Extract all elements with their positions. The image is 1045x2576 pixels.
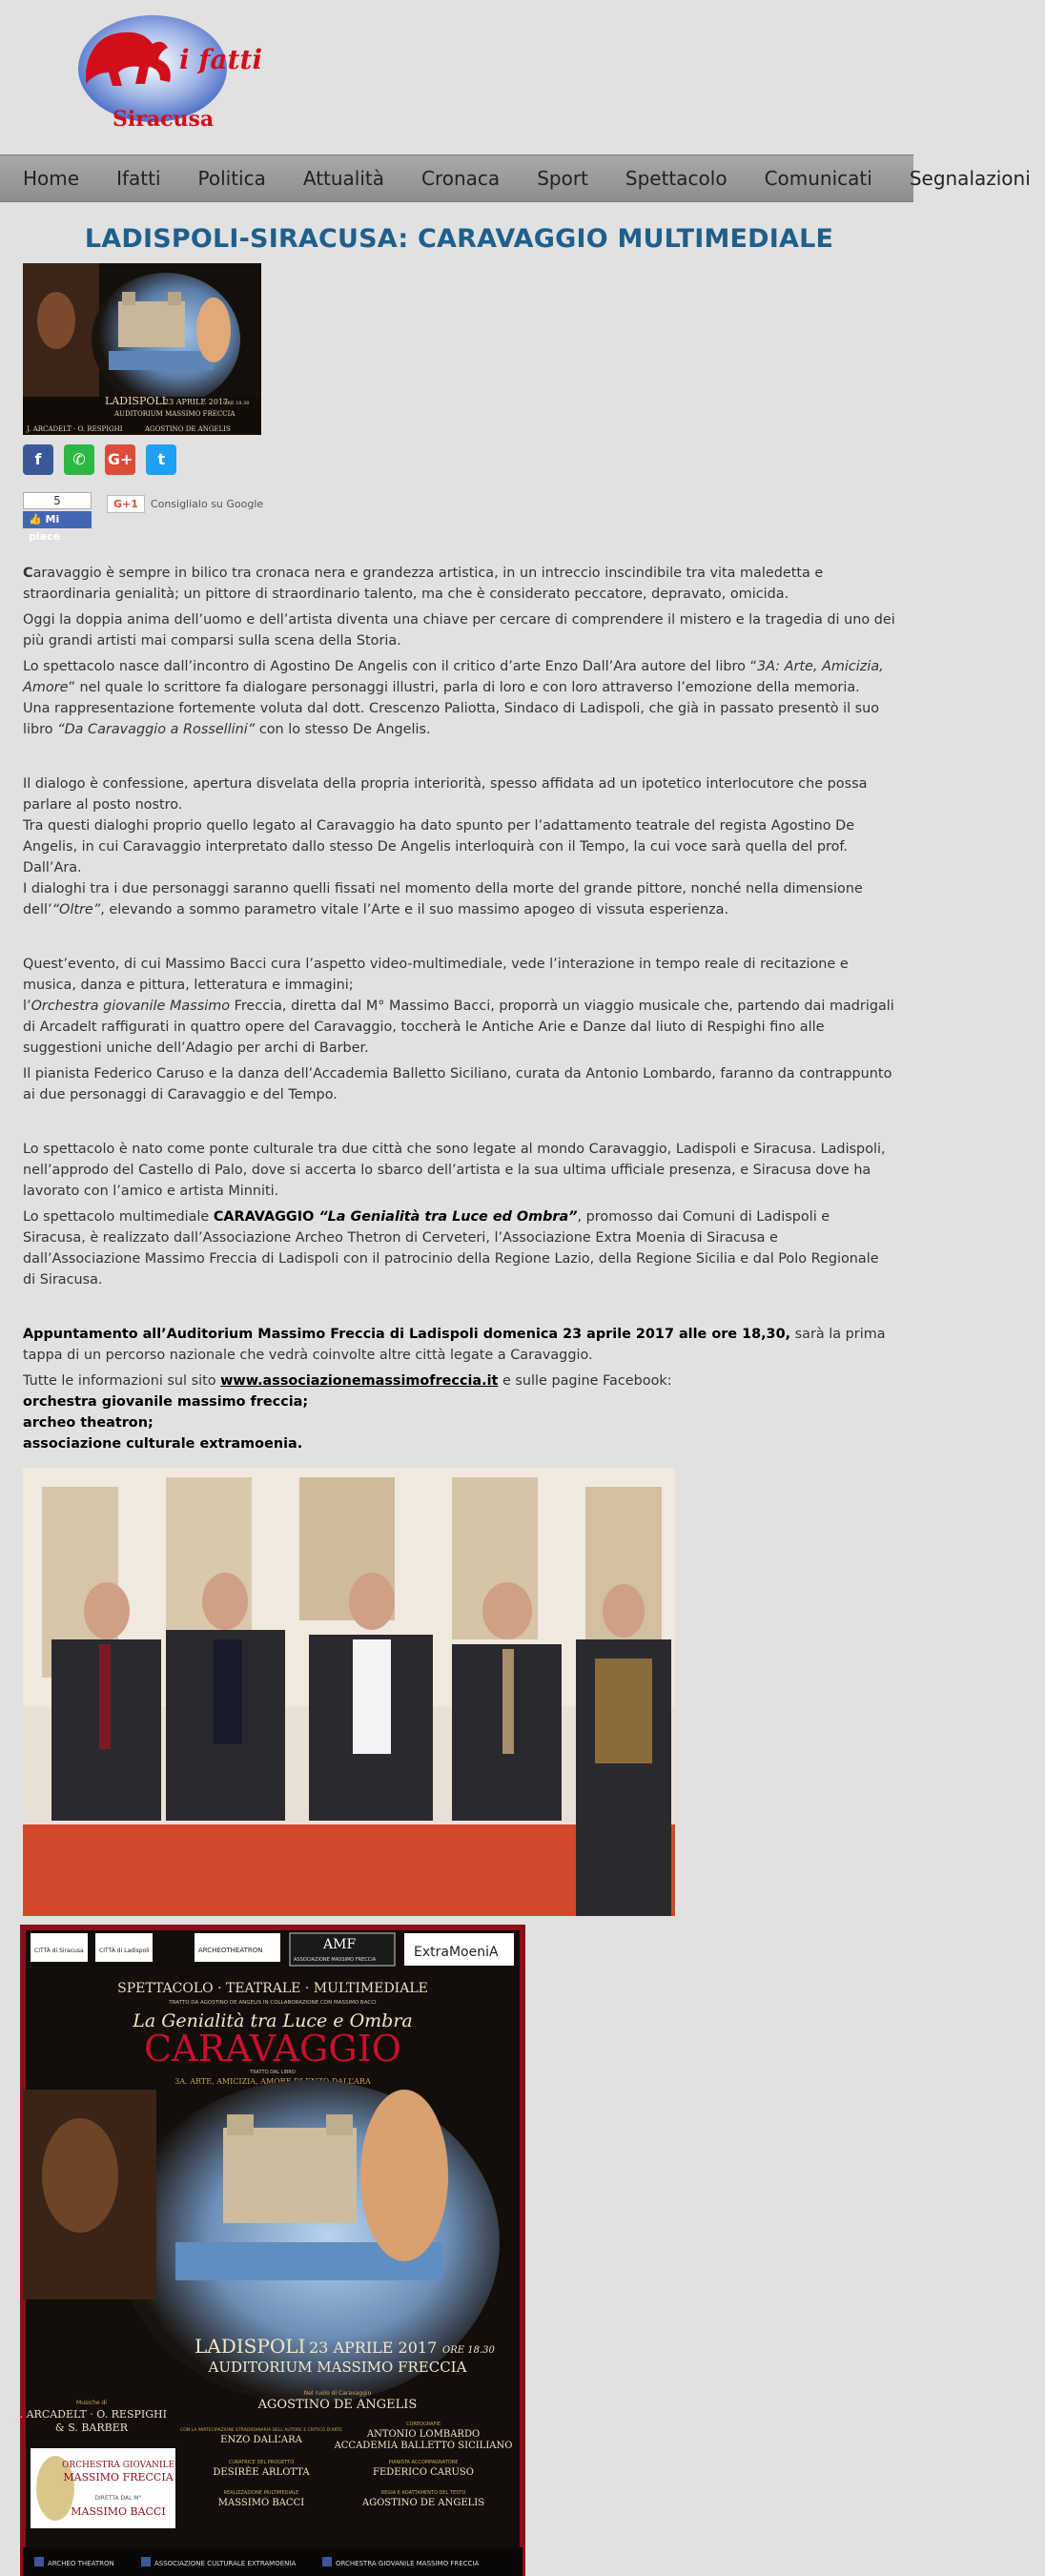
poster-video-label: REALIZZAZIONE MULTIMEDIALE bbox=[223, 2490, 299, 2496]
poster-ideazione: DESIRÈE ARLOTTA bbox=[213, 2467, 310, 2478]
paragraph bbox=[23, 1370, 895, 1454]
sponsor-amf: AMF bbox=[323, 1937, 357, 1952]
book-title: 3A: Arte, Amicizia, Amore bbox=[23, 659, 884, 695]
facebook-page-name: associazione culturale extramoenia. bbox=[23, 1436, 303, 1452]
paragraph-text: con lo stesso De Angelis. bbox=[255, 722, 431, 737]
share-bar bbox=[23, 444, 895, 477]
poster-footer-3: ORCHESTRA GIOVANILE MASSIMO FRECCIA bbox=[336, 2560, 480, 2567]
paragraph bbox=[23, 954, 895, 1059]
poster-coreografie-label: COREOGRAFIE bbox=[405, 2421, 441, 2427]
nav-sport[interactable]: Sport bbox=[537, 167, 588, 190]
group-photo[interactable] bbox=[23, 1468, 675, 1916]
gplus-one-button[interactable]: G+1 bbox=[107, 495, 145, 513]
googleplus-share-button[interactable] bbox=[105, 444, 135, 475]
whatsapp-icon: ✆ bbox=[72, 450, 86, 468]
poster-regia-label: REGIA E ADATTAMENTO DEL TESTO bbox=[380, 2490, 466, 2496]
paragraph-text: Lo spettacolo multimediale bbox=[23, 1209, 214, 1225]
twitter-share-button[interactable] bbox=[146, 444, 176, 475]
nav-attualita[interactable]: Attualità bbox=[302, 167, 385, 190]
logo-brand-text: i fatti bbox=[179, 44, 263, 75]
paragraph-text: I dialoghi tra i due personaggi saranno quelli fissati nel momento della morte del grande pittore, nonché nella dimensione dell’ bbox=[23, 881, 863, 917]
poster-time: ORE 18.30 bbox=[442, 2345, 495, 2356]
hero-director: AGOSTINO DE ANGELIS bbox=[145, 425, 231, 433]
main-nav bbox=[0, 155, 1031, 202]
poster-regia: AGOSTINO DE ANGELIS bbox=[361, 2498, 485, 2508]
nav-politica[interactable]: Politica bbox=[197, 167, 266, 190]
paragraph-text: Tutte le informazioni sul sito bbox=[23, 1373, 221, 1389]
facebook-icon bbox=[322, 2557, 332, 2566]
paragraph-text: Tra questi dialoghi proprio quello legato al Caravaggio ha dato spunto per l’adattamento teatrale del regista Agostino De Angelis, in cui Caravaggio interpretato dallo stesso De Angelis interloquirà con il Tempo, la cui voce sarà quella del prof. Dall’Ara. bbox=[23, 818, 855, 876]
nav-spettacolo[interactable]: Spettacolo bbox=[625, 167, 727, 190]
facebook-like-widget bbox=[23, 492, 92, 543]
paragraph: Oggi la doppia anima dell’uomo e dell’artista diventa una chiave per cercare di comprendere il mistero e la tragedia di uno dei più grandi artisti mai comparsi sulla scena della Storia. bbox=[23, 612, 895, 649]
thumbs-up-icon: 👍 bbox=[29, 513, 46, 526]
nav-comunicati[interactable]: Comunicati bbox=[764, 167, 872, 190]
like-button[interactable] bbox=[23, 511, 92, 543]
article-title: LADISPOLI-SIRACUSA: CARAVAGGIO MULTIMEDIALE bbox=[84, 224, 834, 254]
paragraph-text: Freccia, diretta dal M° Massimo Bacci, proporrà un viaggio musicale che, partendo dai madrigali di Arcadelt raffigurati in quattro opere del Caravaggio, toccherà le Antiche Arie e Danze dal liuto di Respighi fino alle suggestioni uniche dell’Adagio per archi di Barber. bbox=[23, 999, 894, 1056]
sponsor-amf-sub: ASSOCIAZIONE MASSIMO FRECCIA bbox=[294, 1957, 377, 1963]
gplus-text: Consiglialo su Google bbox=[150, 498, 264, 510]
show-name: CARAVAGGIO bbox=[213, 1209, 315, 1225]
hero-time: ORE 18.30 bbox=[223, 401, 250, 406]
paragraph-text: Il dialogo è confessione, apertura disvelata della propria interiorità, spesso affidata ad un ipotetico interlocutore che possa parlare al posto nostro. bbox=[23, 776, 868, 813]
paragraph-text: e sulle pagine Facebook: bbox=[498, 1373, 672, 1389]
paragraph-text: ” nel quale lo scrittore fa dialogare personaggi illustri, parla di loro e con loro attraverso l’emozione della memoria. bbox=[68, 680, 860, 695]
facebook-share-button[interactable] bbox=[23, 444, 53, 475]
paragraph-text: , elevando a sommo parametro vitale l’Arte e il suo massimo apogeo di vissuta esperienza. bbox=[100, 902, 729, 917]
article-body bbox=[23, 563, 895, 1454]
whatsapp-share-button[interactable] bbox=[64, 444, 94, 475]
paragraph-text: Quest’evento, di cui Massimo Bacci cura l’aspetto video-multimediale, vede l’interazione in tempo reale di recitazione e musica, danza e pittura, letteratura e immagini; bbox=[23, 957, 849, 993]
nav-segnalazioni[interactable]: Segnalazioni bbox=[909, 167, 1031, 190]
hero-city: LADISPOLI bbox=[105, 395, 167, 407]
poster-date: 23 APRILE 2017 bbox=[309, 2339, 438, 2357]
paragraph-text: sarà la prima tappa di un percorso nazionale che vedrà coinvolte altre città legate a Caravaggio. bbox=[23, 1327, 886, 1363]
poster-coreografie: ANTONIO LOMBARDO bbox=[366, 2429, 481, 2440]
gplus-widget bbox=[107, 494, 263, 515]
poster-city: LADISPOLI bbox=[195, 2335, 306, 2358]
paragraph: Il pianista Federico Caruso e la danza dell’Accademia Balletto Siciliano, curata da Antonio Lombardo, faranno da contrappunto ai due personaggi di Caravaggio e del Tempo. bbox=[23, 1066, 892, 1103]
paragraph-text: l’ bbox=[23, 999, 31, 1014]
sponsor-archeotheatron: ARCHEOTHEATRON bbox=[198, 1947, 263, 1954]
poster-footer-1: ARCHEO THEATRON bbox=[48, 2560, 114, 2567]
paragraph bbox=[23, 773, 895, 920]
sponsor-siracusa: CITTÀ di Siracusa bbox=[34, 1947, 84, 1954]
paragraph-text: Una rappresentazione fortemente voluta dal dott. Crescenzo Paliotta, Sindaco di Ladispoli, che già in passato presentò il suo libro bbox=[23, 701, 880, 737]
paragraph-text: aravaggio è sempre in bilico tra cronaca nera e grandezza artistica, in un intreccio inscindibile tra vita maledetta e straordinaria genialità; un pittore di straordinario talento, ma che è considerato peccatore, depravato, omicida. bbox=[23, 566, 824, 602]
sponsor-extramoenia: ExtraMoeniA bbox=[414, 1945, 499, 1960]
facebook-icon bbox=[34, 2557, 44, 2566]
website-link[interactable]: www.associazionemassimofreccia.it bbox=[220, 1373, 499, 1389]
facebook-icon bbox=[141, 2557, 151, 2566]
nav-home[interactable]: Home bbox=[23, 167, 80, 190]
social-widgets bbox=[23, 492, 895, 543]
emphasis: Orchestra giovanile Massimo bbox=[31, 999, 231, 1014]
event-poster[interactable] bbox=[16, 1927, 522, 2576]
paragraph bbox=[23, 656, 895, 740]
poster-ideazione-label: CURATRICE DEL PROGETTO bbox=[228, 2460, 295, 2465]
poster-ruolo-label: Nel ruolo di Caravaggio bbox=[303, 2390, 372, 2397]
paragraph-text: , promosso dai Comuni di Ladispoli e Siracusa, è realizzato dall’Associazione Archeo Thetron di Cerveteri, l’Associazione Extra Moenia di Siracusa e dall’Associazione Massimo Freccia di Ladispoli con il patrocinio della Regione Lazio, della Regione Sicilia e dal Polo Regionale di Siracusa. bbox=[23, 1209, 879, 1288]
poster-video: MASSIMO BACCI bbox=[217, 2498, 305, 2508]
hero-image[interactable] bbox=[23, 263, 261, 435]
poster-libro: 3A. ARTE, AMICIZIA, AMORE DI ENZO DALL’ARA bbox=[174, 2077, 371, 2086]
hero-venue: AUDITORIUM MASSIMO FRECCIA bbox=[114, 410, 236, 418]
sponsor-ladispoli: CITTÀ di Ladispoli bbox=[99, 1947, 150, 1954]
poster-orchestra-2: MASSIMO FRECCIA bbox=[63, 2471, 174, 2483]
emphasis: “Oltre” bbox=[51, 902, 101, 917]
poster-musiche-label: Musiche di bbox=[76, 2400, 107, 2406]
poster-musiche: J. ARCADELT · O. RESPIGHI bbox=[16, 2408, 167, 2421]
like-count: 5 bbox=[23, 492, 92, 509]
drop-cap: C bbox=[23, 566, 33, 581]
hero-date: 23 APRILE 2017 bbox=[164, 398, 229, 406]
poster-pianista-label: PIANISTA ACCOMPAGNATORE bbox=[388, 2460, 459, 2465]
paragraph bbox=[23, 1206, 895, 1290]
poster-pianista: FEDERICO CARUSO bbox=[373, 2467, 474, 2478]
nav-cronaca[interactable]: Cronaca bbox=[421, 167, 501, 190]
poster-venue: AUDITORIUM MASSIMO FRECCIA bbox=[208, 2359, 467, 2376]
poster-diretta: MASSIMO BACCI bbox=[71, 2505, 166, 2518]
nav-ifatti[interactable]: Ifatti bbox=[116, 167, 161, 190]
poster-musiche-2: & S. BARBER bbox=[54, 2421, 129, 2434]
poster-accademia: ACCADEMIA BALLETTO SICILIANO bbox=[334, 2441, 513, 2451]
poster-tempo-label: CON LA PARTECIPAZIONE STRAORDINARIA DELL’AUTORE E CRITICO D’ARTE bbox=[180, 2428, 342, 2433]
facebook-page-name: archeo theatron; bbox=[23, 1415, 154, 1431]
googleplus-icon: G+ bbox=[107, 450, 133, 468]
event-highlight: Appuntamento all’Auditorium Massimo Freccia di Ladispoli domenica 23 aprile 2017 alle ore 18,30, bbox=[23, 1327, 791, 1342]
paragraph: Lo spettacolo è nato come ponte culturale tra due città che sono legate al mondo Caravaggio, Ladispoli e Siracusa. Ladispoli, nell’approdo del Castello di Palo, dove si accerta lo sbarco dell’artista e la sua ultima ufficiale presenza, e Siracusa dove ha lavorato con l’amico e artista Minniti. bbox=[23, 1142, 886, 1199]
book-title: “Da Caravaggio a Rossellini” bbox=[57, 722, 256, 737]
logo-city-text: Siracusa bbox=[113, 107, 215, 132]
poster-tempo: ENZO DALL’ARA bbox=[220, 2435, 302, 2445]
poster-type: SPETTACOLO · TEATRALE · MULTIMEDIALE bbox=[117, 1981, 428, 1996]
show-subtitle: “La Genialità tra Luce ed Ombra” bbox=[314, 1209, 578, 1225]
paragraph bbox=[23, 1324, 895, 1366]
poster-orchestra-1: ORCHESTRA GIOVANILE bbox=[61, 2461, 175, 2470]
site-logo[interactable] bbox=[76, 13, 263, 137]
twitter-icon: t bbox=[157, 450, 166, 468]
like-label: Mi piace bbox=[29, 513, 61, 543]
site-header bbox=[0, 0, 913, 153]
poster-tratto: TRATTO DAL LIBRO bbox=[250, 2070, 296, 2075]
paragraph-text: Lo spettacolo nasce dall’incontro di Agostino De Angelis con il critico d’arte Enzo Dall’Ara autore del libro “ bbox=[23, 659, 757, 674]
poster-subtitle: TRATTO DA AGOSTINO DE ANGELIS IN COLLABORAZIONE CON MASSIMO BACCI bbox=[169, 2000, 377, 2006]
poster-genialita: La Genialità tra Luce e Ombra bbox=[133, 2010, 413, 2031]
facebook-icon: f bbox=[34, 450, 42, 468]
hero-credits: J. ARCADELT · O. RESPIGHI bbox=[27, 425, 123, 433]
poster-ruolo: AGOSTINO DE ANGELIS bbox=[257, 2398, 418, 2412]
article bbox=[16, 215, 895, 2576]
poster-diretta-label: DIRETTA DAL M° bbox=[94, 2495, 142, 2502]
facebook-page-name: orchestra giovanile massimo freccia; bbox=[23, 1394, 309, 1410]
paragraph bbox=[23, 563, 895, 605]
poster-name: CARAVAGGIO bbox=[144, 2028, 401, 2070]
poster-footer-2: ASSOCIAZIONE CULTURALE EXTRAMOENIA bbox=[154, 2560, 297, 2567]
